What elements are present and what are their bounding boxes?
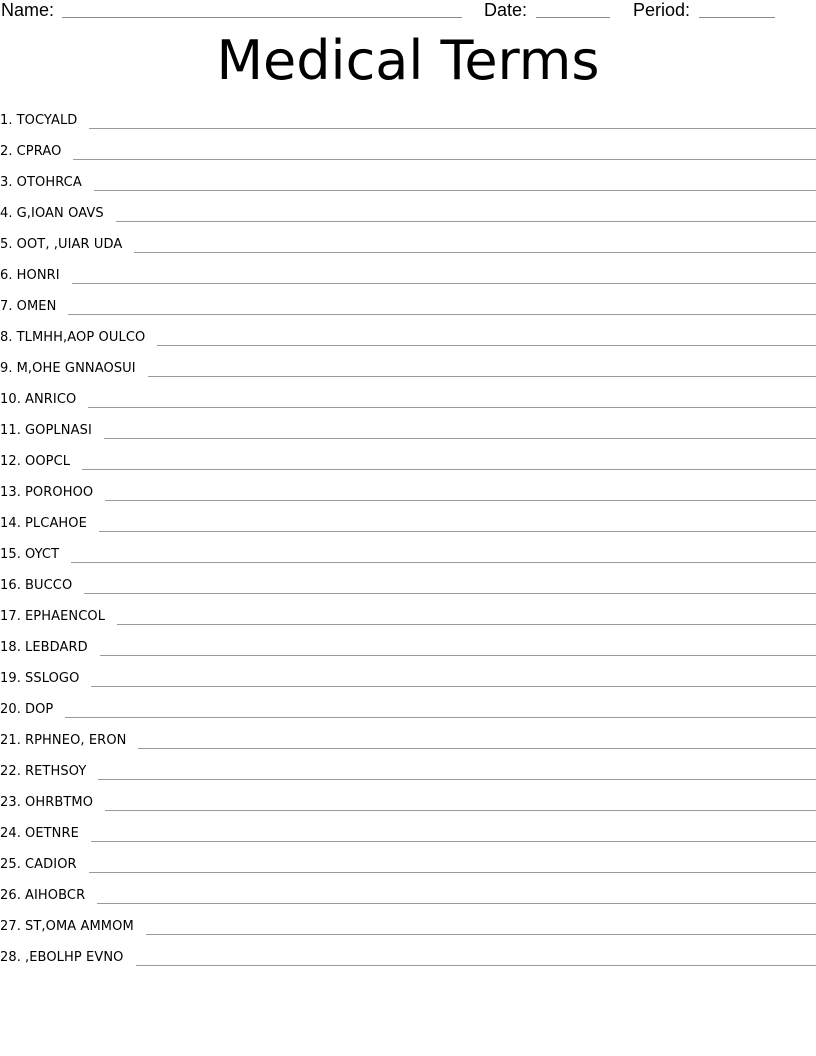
question-row <box>0 297 816 328</box>
scrambled-word: CPRAO <box>16 144 62 159</box>
answer-line[interactable] <box>100 638 816 656</box>
question-row <box>0 917 816 948</box>
question-row <box>0 700 816 731</box>
scrambled-word: PLCAHOE <box>24 516 87 531</box>
question-row <box>0 638 816 669</box>
scrambled-word: OETNRE <box>24 826 79 841</box>
question-row <box>0 669 816 700</box>
answer-line[interactable] <box>73 142 816 160</box>
question-prompt <box>0 700 65 720</box>
scrambled-word: DOP <box>24 702 54 717</box>
question-number: 26. <box>0 888 21 903</box>
question-number: 17. <box>0 609 21 624</box>
date-label: Date: <box>484 0 528 20</box>
answer-line[interactable] <box>94 173 816 191</box>
question-number: 12. <box>0 454 21 469</box>
name-field-line[interactable] <box>62 17 462 18</box>
scrambled-word: GOPLNASI <box>24 423 92 438</box>
period-label: Period: <box>633 0 691 20</box>
question-prompt <box>0 731 138 751</box>
question-prompt <box>0 762 98 782</box>
answer-line[interactable] <box>138 731 816 749</box>
answer-line[interactable] <box>89 855 816 873</box>
question-row <box>0 762 816 793</box>
question-list <box>0 111 816 979</box>
question-number: 27. <box>0 919 21 934</box>
scrambled-word: OYCT <box>24 547 60 562</box>
question-number: 18. <box>0 640 21 655</box>
scrambled-word: OOPCL <box>24 454 71 469</box>
question-prompt <box>0 886 97 906</box>
scrambled-word: HONRI <box>16 268 60 283</box>
question-prompt <box>0 204 116 224</box>
question-number: 16. <box>0 578 21 593</box>
answer-line[interactable] <box>89 111 816 129</box>
question-number: 14. <box>0 516 21 531</box>
scrambled-word: M,OHE GNNAOSUI <box>16 361 136 376</box>
question-row <box>0 545 816 576</box>
question-row <box>0 421 816 452</box>
question-number: 13. <box>0 485 21 500</box>
question-prompt <box>0 917 146 937</box>
answer-line[interactable] <box>148 359 816 377</box>
question-prompt <box>0 173 94 193</box>
question-row <box>0 452 816 483</box>
scrambled-word: OHRBTMO <box>24 795 94 810</box>
scrambled-word: POROHOO <box>24 485 94 500</box>
scrambled-word: G,IOAN OAVS <box>16 206 104 221</box>
question-prompt <box>0 235 134 255</box>
question-number: 11. <box>0 423 21 438</box>
scrambled-word: BUCCO <box>24 578 73 593</box>
question-row <box>0 731 816 762</box>
question-row <box>0 142 816 173</box>
question-number: 24. <box>0 826 21 841</box>
answer-line[interactable] <box>136 948 816 966</box>
worksheet-header <box>0 0 816 24</box>
question-row <box>0 886 816 917</box>
question-row <box>0 514 816 545</box>
question-row <box>0 173 816 204</box>
question-number: 1. <box>0 113 13 128</box>
question-prompt <box>0 483 105 503</box>
answer-line[interactable] <box>68 297 816 315</box>
question-prompt <box>0 111 89 131</box>
question-prompt <box>0 514 99 534</box>
question-number: 15. <box>0 547 21 562</box>
answer-line[interactable] <box>99 514 816 532</box>
answer-line[interactable] <box>72 266 816 284</box>
answer-line[interactable] <box>84 576 816 594</box>
question-number: 23. <box>0 795 21 810</box>
scrambled-word: OTOHRCA <box>16 175 82 190</box>
question-number: 25. <box>0 857 21 872</box>
scrambled-word: TLMHH,AOP OULCO <box>16 330 146 345</box>
question-row <box>0 576 816 607</box>
question-number: 5. <box>0 237 13 252</box>
question-number: 19. <box>0 671 21 686</box>
question-row <box>0 948 816 979</box>
answer-line[interactable] <box>105 483 816 501</box>
name-label: Name: <box>1 0 55 20</box>
question-number: 6. <box>0 268 13 283</box>
scrambled-word: TOCYALD <box>16 113 78 128</box>
answer-line[interactable] <box>65 700 816 718</box>
scrambled-word: RETHSOY <box>24 764 87 779</box>
question-prompt <box>0 452 82 472</box>
answer-line[interactable] <box>157 328 816 346</box>
question-prompt <box>0 359 148 379</box>
question-row <box>0 359 816 390</box>
scrambled-word: EPHAENCOL <box>24 609 106 624</box>
answer-line[interactable] <box>146 917 816 935</box>
answer-line[interactable] <box>134 235 816 253</box>
scrambled-word: AIHOBCR <box>24 888 86 903</box>
question-prompt <box>0 855 89 875</box>
question-prompt <box>0 669 91 689</box>
question-prompt <box>0 328 157 348</box>
question-number: 3. <box>0 175 13 190</box>
question-row <box>0 328 816 359</box>
question-prompt <box>0 421 104 441</box>
answer-line[interactable] <box>104 421 816 439</box>
answer-line[interactable] <box>71 545 816 563</box>
answer-line[interactable] <box>116 204 816 222</box>
answer-line[interactable] <box>91 669 816 687</box>
question-prompt <box>0 576 84 596</box>
answer-line[interactable] <box>82 452 816 470</box>
question-row <box>0 824 816 855</box>
question-prompt <box>0 607 117 627</box>
scrambled-word: ,EBOLHP EVNO <box>24 950 124 965</box>
answer-line[interactable] <box>88 390 816 408</box>
scrambled-word: LEBDARD <box>24 640 88 655</box>
scrambled-word: CADIOR <box>24 857 77 872</box>
question-prompt <box>0 824 91 844</box>
question-number: 22. <box>0 764 21 779</box>
scrambled-word: SSLOGO <box>24 671 80 686</box>
question-number: 9. <box>0 361 13 376</box>
question-prompt <box>0 793 105 813</box>
page-title: Medical Terms <box>216 29 600 92</box>
question-number: 28. <box>0 950 21 965</box>
question-row <box>0 235 816 266</box>
question-number: 8. <box>0 330 13 345</box>
answer-line[interactable] <box>98 762 816 780</box>
scrambled-word: ANRICO <box>24 392 77 407</box>
question-prompt <box>0 266 72 286</box>
question-prompt <box>0 142 73 162</box>
question-prompt <box>0 948 136 968</box>
question-number: 4. <box>0 206 13 221</box>
question-number: 7. <box>0 299 13 314</box>
question-number: 21. <box>0 733 21 748</box>
question-number: 20. <box>0 702 21 717</box>
question-row <box>0 266 816 297</box>
period-field-line[interactable] <box>699 17 775 18</box>
scrambled-word: ST,OMA AMMOM <box>24 919 134 934</box>
question-row <box>0 204 816 235</box>
question-number: 10. <box>0 392 21 407</box>
question-row <box>0 793 816 824</box>
question-prompt <box>0 297 68 317</box>
answer-line[interactable] <box>117 607 816 625</box>
scrambled-word: OOT, ,UIAR UDA <box>16 237 123 252</box>
question-prompt <box>0 545 71 565</box>
answer-line[interactable] <box>105 793 816 811</box>
answer-line[interactable] <box>97 886 816 904</box>
question-row <box>0 390 816 421</box>
scrambled-word: RPHNEO, ERON <box>24 733 127 748</box>
question-number: 2. <box>0 144 13 159</box>
question-row <box>0 111 816 142</box>
question-row <box>0 607 816 638</box>
question-row <box>0 855 816 886</box>
date-field-line[interactable] <box>536 17 610 18</box>
question-row <box>0 483 816 514</box>
answer-line[interactable] <box>91 824 816 842</box>
scrambled-word: OMEN <box>16 299 57 314</box>
question-prompt <box>0 390 88 410</box>
question-prompt <box>0 638 100 658</box>
